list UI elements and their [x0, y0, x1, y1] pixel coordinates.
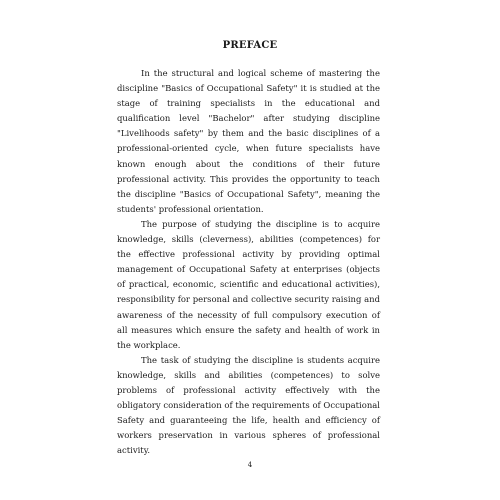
paragraph-3: The task of studying the discipline is students acquire knowledge, skills and abilities (competences) to solve problems of professional activity effectively with the obligatory consideration of the requirements of Occupational Safety and guaranteeing the life, health and efficiency of workers preservation in various spheres of professional activity. — [117, 354, 380, 456]
preface-body — [117, 66, 380, 458]
paragraph-2: The purpose of studying the discipline is to acquire knowledge, skills (cleverness), abilities (competences) for the effective professional activity by providing optimal management of Occupational Safety at enterprises (objects of practical, economic, scientific and educational activities), responsibility for personal and collective security raising and awareness of the necessity of full compulsory execution of all measures which ensure the safety and health of work in the workplace. — [117, 218, 380, 350]
page-title: PREFACE — [222, 40, 278, 51]
paragraph-1: In the structural and logical scheme of mastering the discipline "Basics of Occupational Safety" it is studied at the stage of training specialists in the educational and qualification level "Bachelor" after studying discipline "Livelihoods safety" by them and the basic disciplines of a professional-oriented cycle, when future specialists have known enough about the conditions of their future professional activity. This provides the opportunity to teach the discipline "Basics of Occupational Safety", meaning the students' professional orientation. — [117, 68, 380, 214]
page-number: 4 — [247, 461, 253, 469]
